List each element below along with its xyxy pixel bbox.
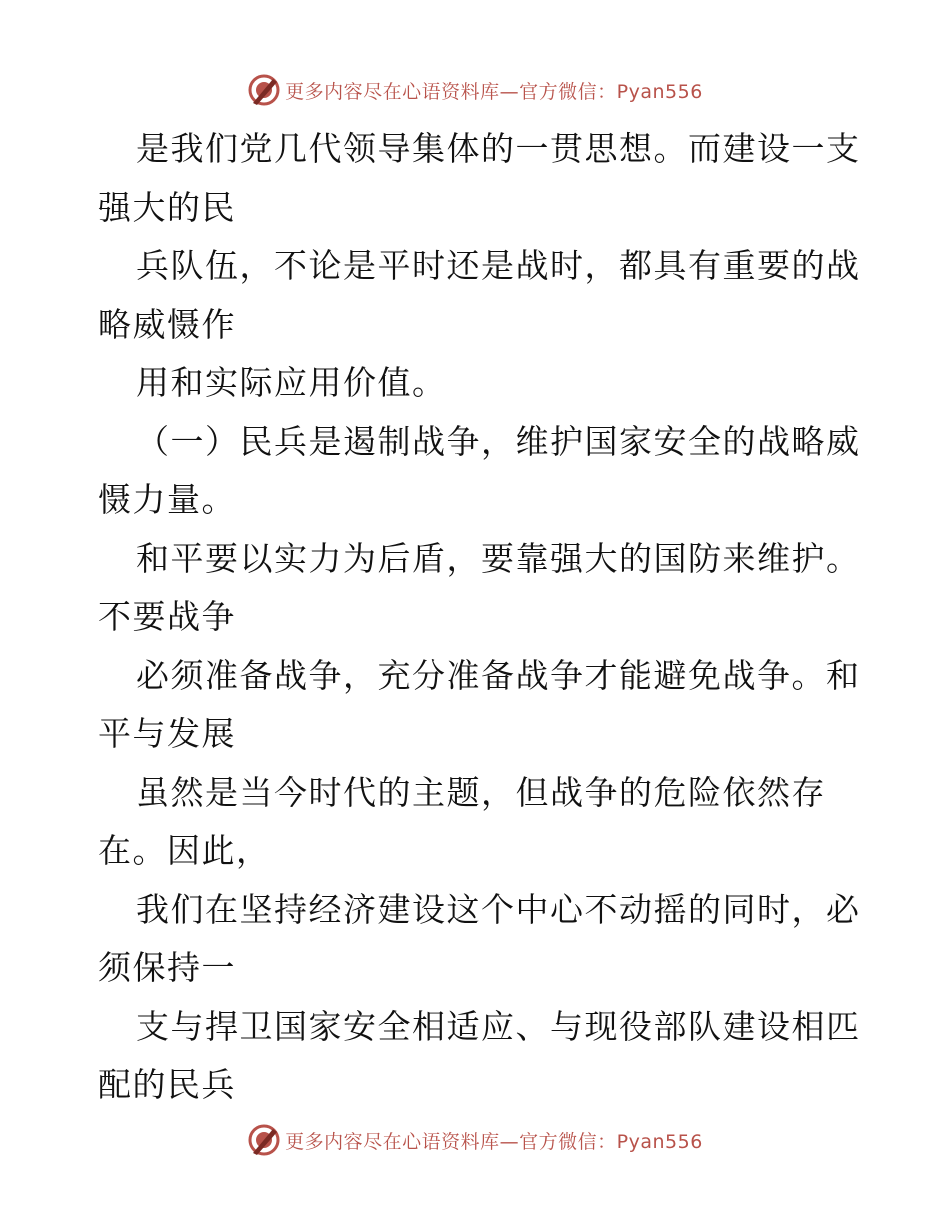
text-line: 强大的民 xyxy=(98,187,236,227)
text-line: 兵队伍，不论是平时还是战时，都具有重要的战 xyxy=(136,246,861,285)
footer-watermark xyxy=(0,1120,950,1160)
text-line: 支与捍卫国家安全相适应、与现役部队建设相匹 xyxy=(136,1006,861,1046)
pen-logo-icon xyxy=(247,73,281,107)
text-line: 用和实际应用价值。 xyxy=(136,363,447,402)
header-watermark xyxy=(0,70,950,110)
text-line: 虽然是当今时代的主题，但战争的危险依然存 xyxy=(136,772,826,812)
watermark-text: 更多内容尽在心语资料库—官方微信：Pyan556 xyxy=(285,80,703,103)
text-line: 不要战争 xyxy=(98,597,236,636)
pen-logo-icon xyxy=(247,1123,281,1157)
text-line: 略威慑作 xyxy=(98,304,236,344)
text-line: 配的民兵 xyxy=(98,1065,236,1104)
text-line: 我们在坚持经济建设这个中心不动摇的同时，必 xyxy=(136,889,861,929)
text-line: 必须准备战争，充分准备战争才能避免战争。和 xyxy=(136,655,861,695)
text-line: 在。因此， xyxy=(98,831,271,870)
text-line: 平与发展 xyxy=(98,714,236,753)
document-body xyxy=(98,120,861,1115)
text-line: 慑力量。 xyxy=(98,480,236,519)
watermark-text: 更多内容尽在心语资料库—官方微信：Pyan556 xyxy=(285,1130,703,1153)
text-line: 须保持一 xyxy=(98,948,236,987)
text-line: 和平要以实力为后盾，要靠强大的国防来维护。 xyxy=(136,538,861,578)
text-line: 是我们党几代领导集体的一贯思想。而建设一支 xyxy=(136,129,861,168)
section-heading: （一）民兵是遏制战争，维护国家安全的战略威 xyxy=(136,421,861,461)
